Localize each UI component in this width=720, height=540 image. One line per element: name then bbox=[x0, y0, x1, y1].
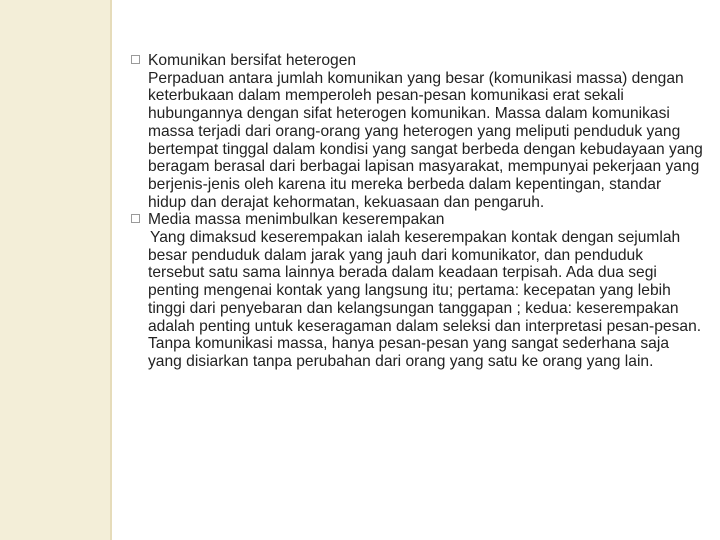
bullet-point bbox=[148, 52, 703, 211]
bullet-body: Yang dimaksud keserempakan ialah keserempakan kontak dengan sejumlah besar penduduk dalam jarak yang jauh dari komunikator, dan penduduk tersebut satu sama lainnya berada dalam keadaan terpisah. Ada dua segi penting mengenai kontak yang langsung itu; pertama: kecepatan yang lebih tinggi dari penyebaran dan kelangsungan tanggapan ; kedua: keserempakan adalah penting untuk keseragaman dalam seleksi dan interpretasi pesan-pesan. Tanpa komunikasi massa, hanya pesan-pesan yang sangat sederhana saja yang disiarkan tanpa perubahan dari orang yang satu ke orang yang lain. bbox=[148, 229, 702, 370]
square-bullet-icon bbox=[131, 55, 140, 64]
bullet-heading: Media massa menimbulkan keserempakan bbox=[148, 211, 445, 229]
square-bullet-icon bbox=[131, 214, 140, 223]
sidebar-panel bbox=[0, 0, 110, 540]
sidebar-divider bbox=[110, 0, 112, 540]
bullet-body: Perpaduan antara jumlah komunikan yang besar (komunikasi massa) dengan keterbukaan dalam memperoleh pesan-pesan komunikasi erat sekali hubungannya dengan sifat heterogen komunikan. Massa dalam komunikasi massa terjadi dari orang-orang yang heterogen yang meliputi penduduk yang bertempat tinggal dalam kondisi yang sangat berbeda dengan kebudayaan yang beragam berasal dari berbagai lapisan masyarakat, mempunyai pekerjaan yang berjenis-jenis oleh karena itu mereka berbeda dalam kepentingan, standar hidup dan derajat kehormatan, kekuasaan dan pengaruh. bbox=[148, 69, 703, 211]
bullet-point bbox=[148, 211, 703, 370]
bullet-heading: Komunikan bersifat heterogen bbox=[148, 52, 357, 69]
slide-content bbox=[148, 52, 703, 371]
